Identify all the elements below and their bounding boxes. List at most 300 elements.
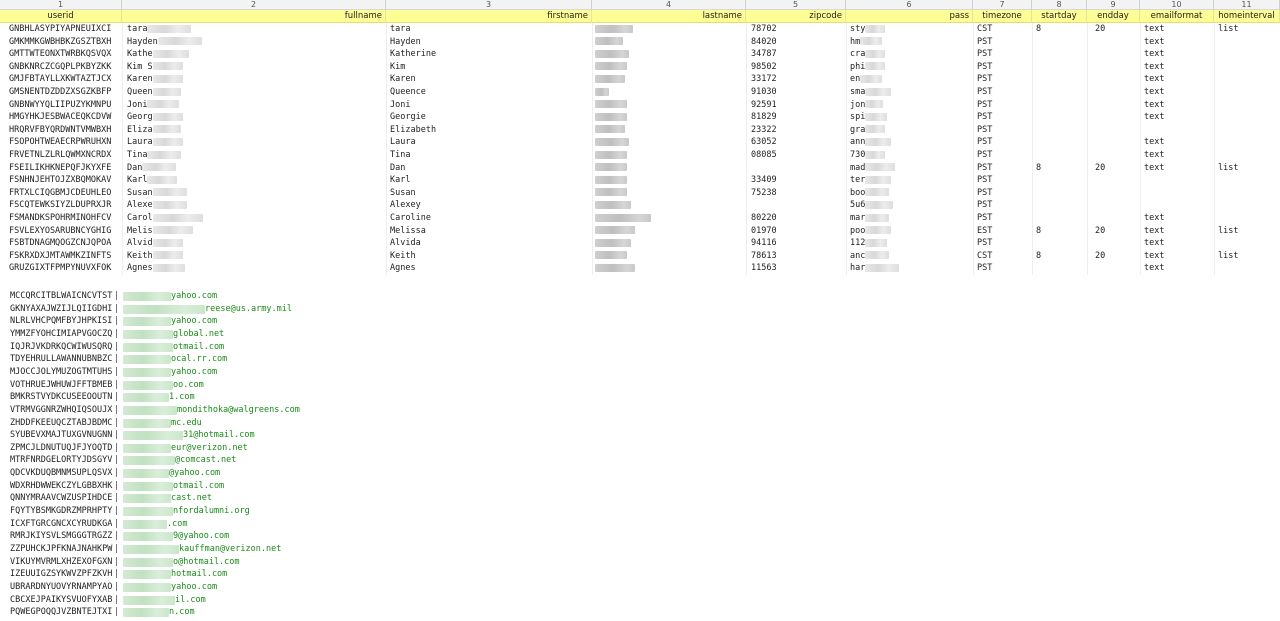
- header-pass[interactable]: pass: [846, 10, 973, 23]
- cell-zipcode[interactable]: [746, 262, 846, 275]
- separator: |: [114, 468, 120, 479]
- cell-lastname[interactable]: [592, 111, 746, 124]
- cell-emailformat[interactable]: [1140, 162, 1214, 175]
- cell-firstname[interactable]: [386, 124, 592, 137]
- cell-emailformat[interactable]: [1140, 99, 1214, 112]
- column-number-3[interactable]: 3: [386, 0, 592, 10]
- cell-homeinterval[interactable]: [1214, 61, 1280, 74]
- cell-startday[interactable]: [1032, 162, 1087, 175]
- cell-timezone[interactable]: [973, 124, 1032, 137]
- cell-endday[interactable]: [1087, 48, 1140, 61]
- header-userid[interactable]: userid: [0, 10, 122, 23]
- cell-emailformat[interactable]: [1140, 136, 1214, 149]
- redacted-blur: [595, 75, 625, 83]
- header-fullname[interactable]: fullname: [122, 10, 386, 23]
- cell-lastname[interactable]: [592, 23, 746, 36]
- cell-zipcode[interactable]: [746, 162, 846, 175]
- cell-fullname[interactable]: [122, 237, 386, 250]
- cell-startday[interactable]: [1032, 73, 1087, 86]
- separator: |: [114, 442, 120, 453]
- cell-homeinterval[interactable]: [1214, 199, 1280, 212]
- cell-startday[interactable]: [1032, 149, 1087, 162]
- cell-userid[interactable]: [0, 237, 122, 250]
- cell-zipcode[interactable]: [746, 136, 846, 149]
- redacted-blur: [147, 151, 181, 159]
- cell-userid[interactable]: [0, 73, 122, 86]
- cell-timezone[interactable]: [973, 237, 1032, 250]
- cell-zipcode[interactable]: [746, 199, 846, 212]
- cell-emailformat[interactable]: [1140, 61, 1214, 74]
- cell-homeinterval[interactable]: [1214, 23, 1280, 36]
- cell-userid[interactable]: [0, 23, 122, 36]
- cell-zipcode[interactable]: [746, 187, 846, 200]
- cell-firstname[interactable]: [386, 212, 592, 225]
- cell-emailformat[interactable]: [1140, 124, 1214, 137]
- cell-endday[interactable]: [1087, 36, 1140, 49]
- cell-startday[interactable]: [1032, 23, 1087, 36]
- redacted-blur: [123, 608, 169, 617]
- column-number-8[interactable]: 8: [1032, 0, 1087, 10]
- cell-zipcode[interactable]: [746, 48, 846, 61]
- cell-homeinterval[interactable]: [1214, 149, 1280, 162]
- cell-startday[interactable]: [1032, 174, 1087, 187]
- cell-fullname[interactable]: [122, 250, 386, 263]
- cell-pass[interactable]: [846, 73, 973, 86]
- cell-fullname[interactable]: [122, 262, 386, 275]
- header-endday[interactable]: endday: [1087, 10, 1140, 23]
- cell-fullname[interactable]: [122, 212, 386, 225]
- redacted-blur: [123, 444, 171, 453]
- cell-endday[interactable]: [1087, 149, 1140, 162]
- cell-startday[interactable]: [1032, 225, 1087, 238]
- cell-lastname[interactable]: [592, 73, 746, 86]
- pass-value: gra: [850, 124, 866, 135]
- cell-lastname[interactable]: [592, 212, 746, 225]
- cell-zipcode[interactable]: [746, 99, 846, 112]
- cell-emailformat[interactable]: [1140, 174, 1214, 187]
- cell-endday[interactable]: [1087, 250, 1140, 263]
- cell-userid[interactable]: [0, 124, 122, 137]
- pass-value: sty: [850, 24, 866, 34]
- cell-lastname[interactable]: [592, 174, 746, 187]
- cell-userid[interactable]: [0, 162, 122, 175]
- redacted-blur: [123, 558, 173, 567]
- cell-firstname[interactable]: [386, 174, 592, 187]
- header-firstname[interactable]: firstname: [386, 10, 592, 23]
- redacted-blur: [153, 239, 183, 247]
- cell-startday[interactable]: [1032, 36, 1087, 49]
- separator: |: [114, 544, 120, 554]
- cell-homeinterval[interactable]: [1214, 262, 1280, 275]
- cell-emailformat[interactable]: [1140, 237, 1214, 250]
- cell-emailformat[interactable]: [1140, 48, 1214, 61]
- cell-endday[interactable]: [1087, 162, 1140, 175]
- pass-value: anc: [850, 250, 866, 261]
- cell-firstname[interactable]: [386, 136, 592, 149]
- cell-startday[interactable]: [1032, 212, 1087, 225]
- cell-startday[interactable]: [1032, 111, 1087, 124]
- cell-startday[interactable]: [1032, 262, 1087, 275]
- cell-zipcode[interactable]: [746, 124, 846, 137]
- cell-fullname[interactable]: [122, 86, 386, 99]
- cell-fullname[interactable]: [122, 136, 386, 149]
- cell-lastname[interactable]: [592, 187, 746, 200]
- cell-zipcode[interactable]: [746, 61, 846, 74]
- pass-value: 730: [850, 150, 866, 160]
- cell-emailformat[interactable]: [1140, 23, 1214, 36]
- firstname-value: Kim: [390, 61, 406, 72]
- cell-startday[interactable]: [1032, 187, 1087, 200]
- cell-lastname[interactable]: [592, 136, 746, 149]
- cell-emailformat[interactable]: [1140, 187, 1214, 200]
- cell-zipcode[interactable]: [746, 250, 846, 263]
- redacted-blur: [123, 570, 171, 579]
- cell-startday[interactable]: [1032, 99, 1087, 112]
- cell-startday[interactable]: [1032, 61, 1087, 74]
- cell-fullname[interactable]: [122, 111, 386, 124]
- redacted-blur: [123, 596, 175, 605]
- cell-pass[interactable]: [846, 149, 973, 162]
- cell-homeinterval[interactable]: [1214, 136, 1280, 149]
- cell-timezone[interactable]: [973, 225, 1032, 238]
- cell-pass[interactable]: [846, 225, 973, 238]
- cell-lastname[interactable]: [592, 124, 746, 137]
- cell-endday[interactable]: [1087, 199, 1140, 212]
- timezone-value: PST: [977, 36, 993, 47]
- cell-endday[interactable]: [1087, 237, 1140, 250]
- cell-startday[interactable]: [1032, 86, 1087, 99]
- cell-pass[interactable]: [846, 162, 973, 175]
- cell-timezone[interactable]: [973, 48, 1032, 61]
- cell-endday[interactable]: [1087, 262, 1140, 275]
- redacted-blur: [595, 163, 627, 171]
- table-row: [0, 187, 1280, 200]
- cell-endday[interactable]: [1087, 212, 1140, 225]
- redacted-blur: [595, 25, 633, 33]
- cell-pass[interactable]: [846, 262, 973, 275]
- redacted-blur: [595, 188, 627, 196]
- header-lastname[interactable]: lastname: [592, 10, 746, 23]
- cell-zipcode[interactable]: [746, 237, 846, 250]
- redacted-blur: [865, 226, 891, 234]
- cell-emailformat[interactable]: [1140, 36, 1214, 49]
- cell-emailformat[interactable]: [1140, 73, 1214, 86]
- cell-pass[interactable]: [846, 187, 973, 200]
- homeinterval-value: list: [1218, 24, 1239, 34]
- list-item: [0, 429, 400, 442]
- cell-emailformat[interactable]: [1140, 212, 1214, 225]
- cell-firstname[interactable]: [386, 225, 592, 238]
- column-number-9[interactable]: 9: [1087, 0, 1140, 10]
- email-row-id: IQJRJVKDRKQCWIWUSQRQ: [10, 341, 113, 352]
- cell-zipcode[interactable]: [746, 149, 846, 162]
- cell-pass[interactable]: [846, 111, 973, 124]
- cell-fullname[interactable]: [122, 199, 386, 212]
- cell-lastname[interactable]: [592, 61, 746, 74]
- cell-endday[interactable]: [1087, 99, 1140, 112]
- cell-pass[interactable]: [846, 48, 973, 61]
- cell-firstname[interactable]: [386, 162, 592, 175]
- redacted-blur: [153, 50, 189, 58]
- cell-timezone[interactable]: [973, 86, 1032, 99]
- cell-fullname[interactable]: [122, 36, 386, 49]
- zipcode-value: 98502: [751, 61, 777, 72]
- firstname-value: Karl: [390, 175, 411, 186]
- cell-zipcode[interactable]: [746, 86, 846, 99]
- cell-homeinterval[interactable]: [1214, 237, 1280, 250]
- cell-userid[interactable]: [0, 86, 122, 99]
- column-number-11[interactable]: 11: [1214, 0, 1280, 10]
- cell-startday[interactable]: [1032, 250, 1087, 263]
- cell-timezone[interactable]: [973, 149, 1032, 162]
- cell-firstname[interactable]: [386, 48, 592, 61]
- redacted-blur: [865, 239, 887, 247]
- cell-lastname[interactable]: [592, 36, 746, 49]
- cell-zipcode[interactable]: [746, 36, 846, 49]
- redacted-blur: [153, 113, 183, 121]
- cell-pass[interactable]: [846, 86, 973, 99]
- cell-endday[interactable]: [1087, 73, 1140, 86]
- cell-firstname[interactable]: [386, 250, 592, 263]
- cell-timezone[interactable]: [973, 162, 1032, 175]
- cell-endday[interactable]: [1087, 61, 1140, 74]
- cell-endday[interactable]: [1087, 225, 1140, 238]
- cell-userid[interactable]: [0, 187, 122, 200]
- cell-pass[interactable]: [846, 23, 973, 36]
- cell-firstname[interactable]: [386, 262, 592, 275]
- email-domain: eur@verizon.net: [171, 442, 248, 453]
- cell-homeinterval[interactable]: [1214, 111, 1280, 124]
- header-startday[interactable]: startday: [1032, 10, 1087, 23]
- header-timezone[interactable]: timezone: [973, 10, 1032, 23]
- cell-homeinterval[interactable]: [1214, 48, 1280, 61]
- cell-fullname[interactable]: [122, 225, 386, 238]
- cell-endday[interactable]: [1087, 86, 1140, 99]
- cell-homeinterval[interactable]: [1214, 187, 1280, 200]
- cell-zipcode[interactable]: [746, 225, 846, 238]
- cell-zipcode[interactable]: [746, 174, 846, 187]
- cell-firstname[interactable]: [386, 199, 592, 212]
- cell-startday[interactable]: [1032, 124, 1087, 137]
- cell-userid[interactable]: [0, 36, 122, 49]
- cell-userid[interactable]: [0, 199, 122, 212]
- redacted-blur: [153, 88, 181, 96]
- fullname-value: tara: [127, 24, 148, 34]
- separator: |: [114, 594, 120, 605]
- email-domain: ocal.rr.com: [171, 354, 228, 365]
- separator: |: [114, 354, 120, 365]
- cell-firstname[interactable]: [386, 111, 592, 124]
- cell-homeinterval[interactable]: [1214, 162, 1280, 175]
- cell-zipcode[interactable]: [746, 23, 846, 36]
- cell-firstname[interactable]: [386, 237, 592, 250]
- userid-value: GNBHLASYPIYAPNEUIXCI: [9, 24, 112, 34]
- cell-pass[interactable]: [846, 212, 973, 225]
- cell-emailformat[interactable]: [1140, 199, 1214, 212]
- firstname-value: Hayden: [390, 36, 421, 47]
- cell-emailformat[interactable]: [1140, 262, 1214, 275]
- cell-emailformat[interactable]: [1140, 149, 1214, 162]
- cell-userid[interactable]: [0, 61, 122, 74]
- cell-fullname[interactable]: [122, 124, 386, 137]
- cell-startday[interactable]: [1032, 199, 1087, 212]
- cell-firstname[interactable]: [386, 73, 592, 86]
- cell-lastname[interactable]: [592, 48, 746, 61]
- cell-firstname[interactable]: [386, 61, 592, 74]
- cell-userid[interactable]: [0, 111, 122, 124]
- email-domain: oo.com: [173, 379, 204, 390]
- cell-userid[interactable]: [0, 250, 122, 263]
- cell-homeinterval[interactable]: [1214, 174, 1280, 187]
- cell-timezone[interactable]: [973, 99, 1032, 112]
- cell-lastname[interactable]: [592, 225, 746, 238]
- cell-timezone[interactable]: [973, 73, 1032, 86]
- cell-zipcode[interactable]: [746, 73, 846, 86]
- cell-firstname[interactable]: [386, 36, 592, 49]
- redacted-blur: [123, 330, 173, 339]
- cell-emailformat[interactable]: [1140, 86, 1214, 99]
- cell-fullname[interactable]: [122, 174, 386, 187]
- email-row-id: GKNYAXAJWZIJLQIIGDHI: [10, 303, 113, 314]
- email-row-id: ZHDDFKEEUQCZTABJBDMC: [10, 417, 113, 428]
- cell-firstname[interactable]: [386, 99, 592, 112]
- cell-lastname[interactable]: [592, 199, 746, 212]
- cell-timezone[interactable]: [973, 61, 1032, 74]
- cell-timezone[interactable]: [973, 111, 1032, 124]
- firstname-value: Tina: [390, 150, 411, 160]
- emailformat-value: text: [1144, 87, 1165, 97]
- cell-homeinterval[interactable]: [1214, 99, 1280, 112]
- cell-emailformat[interactable]: [1140, 225, 1214, 238]
- column-number-6[interactable]: 6: [846, 0, 973, 10]
- column-number-7[interactable]: 7: [973, 0, 1032, 10]
- cell-endday[interactable]: [1087, 136, 1140, 149]
- cell-lastname[interactable]: [592, 149, 746, 162]
- cell-firstname[interactable]: [386, 149, 592, 162]
- zipcode-value: 08085: [751, 150, 777, 160]
- redacted-blur: [153, 62, 183, 70]
- cell-homeinterval[interactable]: [1214, 86, 1280, 99]
- cell-fullname[interactable]: [122, 99, 386, 112]
- cell-emailformat[interactable]: [1140, 111, 1214, 124]
- cell-pass[interactable]: [846, 136, 973, 149]
- cell-homeinterval[interactable]: [1214, 212, 1280, 225]
- cell-pass[interactable]: [846, 250, 973, 263]
- cell-userid[interactable]: [0, 136, 122, 149]
- cell-lastname[interactable]: [592, 162, 746, 175]
- cell-fullname[interactable]: [122, 48, 386, 61]
- cell-userid[interactable]: [0, 149, 122, 162]
- firstname-value: Laura: [390, 137, 416, 148]
- cell-lastname[interactable]: [592, 99, 746, 112]
- cell-endday[interactable]: [1087, 187, 1140, 200]
- cell-userid[interactable]: [0, 225, 122, 238]
- cell-homeinterval[interactable]: [1214, 250, 1280, 263]
- cell-pass[interactable]: [846, 199, 973, 212]
- cell-lastname[interactable]: [592, 237, 746, 250]
- cell-timezone[interactable]: [973, 187, 1032, 200]
- cell-lastname[interactable]: [592, 86, 746, 99]
- cell-timezone[interactable]: [973, 23, 1032, 36]
- list-item: [0, 543, 400, 556]
- cell-userid[interactable]: [0, 174, 122, 187]
- email-row-id: FQYTYBSMKGDRZMPRHPTY: [10, 506, 113, 517]
- cell-userid[interactable]: [0, 212, 122, 225]
- cell-pass[interactable]: [846, 124, 973, 137]
- cell-timezone[interactable]: [973, 212, 1032, 225]
- cell-timezone[interactable]: [973, 174, 1032, 187]
- cell-fullname[interactable]: [122, 187, 386, 200]
- cell-timezone[interactable]: [973, 36, 1032, 49]
- cell-homeinterval[interactable]: [1214, 225, 1280, 238]
- cell-endday[interactable]: [1087, 124, 1140, 137]
- cell-timezone[interactable]: [973, 199, 1032, 212]
- cell-timezone[interactable]: [973, 250, 1032, 263]
- email-domain: 31@hotmail.com: [183, 430, 255, 441]
- cell-endday[interactable]: [1087, 174, 1140, 187]
- cell-timezone[interactable]: [973, 262, 1032, 275]
- cell-startday[interactable]: [1032, 48, 1087, 61]
- cell-fullname[interactable]: [122, 61, 386, 74]
- cell-endday[interactable]: [1087, 23, 1140, 36]
- zipcode-value: 80220: [751, 213, 777, 223]
- header-emailformat[interactable]: emailformat: [1140, 10, 1214, 23]
- cell-emailformat[interactable]: [1140, 250, 1214, 263]
- cell-firstname[interactable]: [386, 23, 592, 36]
- cell-timezone[interactable]: [973, 136, 1032, 149]
- cell-endday[interactable]: [1087, 111, 1140, 124]
- header-homeinterval[interactable]: homeinterval: [1214, 10, 1280, 23]
- cell-userid[interactable]: [0, 48, 122, 61]
- cell-userid[interactable]: [0, 99, 122, 112]
- cell-lastname[interactable]: [592, 262, 746, 275]
- cell-homeinterval[interactable]: [1214, 124, 1280, 137]
- cell-zipcode[interactable]: [746, 212, 846, 225]
- cell-fullname[interactable]: [122, 73, 386, 86]
- cell-pass[interactable]: [846, 36, 973, 49]
- column-number-10[interactable]: 10: [1140, 0, 1214, 10]
- cell-homeinterval[interactable]: [1214, 36, 1280, 49]
- cell-fullname[interactable]: [122, 149, 386, 162]
- table-row: [0, 111, 1280, 124]
- pass-value: har: [850, 263, 866, 274]
- cell-zipcode[interactable]: [746, 111, 846, 124]
- column-number-2[interactable]: 2: [122, 0, 386, 10]
- cell-firstname[interactable]: [386, 187, 592, 200]
- redacted-blur: [123, 419, 171, 428]
- column-number-1[interactable]: 1: [0, 0, 122, 10]
- cell-startday[interactable]: [1032, 136, 1087, 149]
- cell-pass[interactable]: [846, 61, 973, 74]
- column-number-4[interactable]: 4: [592, 0, 746, 10]
- cell-pass[interactable]: [846, 174, 973, 187]
- cell-homeinterval[interactable]: [1214, 73, 1280, 86]
- header-zipcode[interactable]: zipcode: [746, 10, 846, 23]
- redacted-blur: [595, 125, 625, 133]
- cell-firstname[interactable]: [386, 86, 592, 99]
- cell-startday[interactable]: [1032, 237, 1087, 250]
- cell-userid[interactable]: [0, 262, 122, 275]
- cell-pass[interactable]: [846, 237, 973, 250]
- column-number-5[interactable]: 5: [746, 0, 846, 10]
- separator: |: [114, 316, 120, 327]
- redacted-blur: [595, 176, 627, 184]
- cell-pass[interactable]: [846, 99, 973, 112]
- cell-lastname[interactable]: [592, 250, 746, 263]
- cell-fullname[interactable]: [122, 23, 386, 36]
- cell-fullname[interactable]: [122, 162, 386, 175]
- pass-value: 5u6: [850, 200, 866, 211]
